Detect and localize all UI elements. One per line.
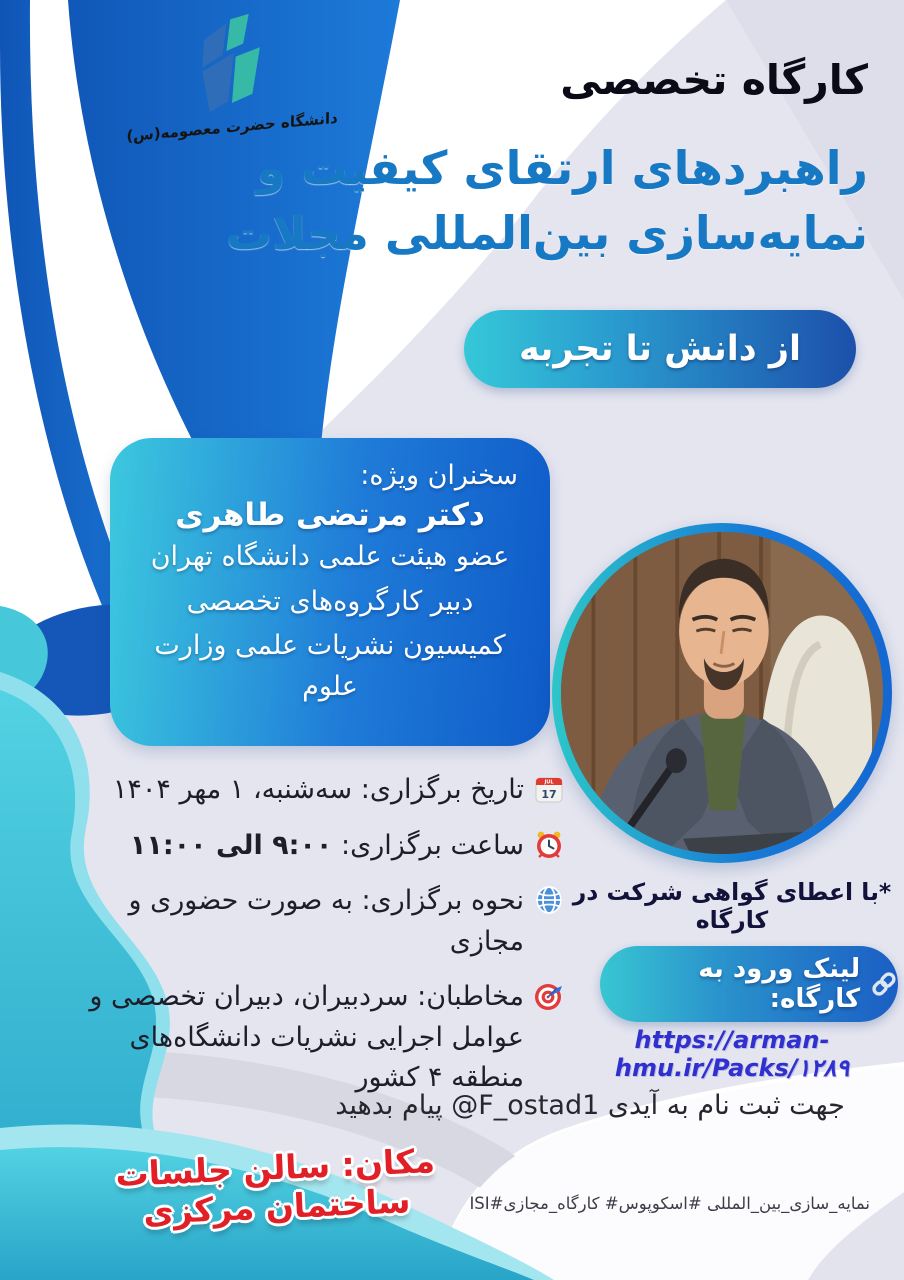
university-logo-icon — [176, 12, 288, 116]
detail-format — [52, 881, 564, 962]
workshop-link-label: لینک ورود به کارگاه: — [698, 954, 861, 1014]
speaker-affiliation-3: کمیسیون نشریات علمی وزارت علوم — [154, 630, 506, 702]
certificate-note: *با اعطای گواهی شرکت در کارگاه — [572, 878, 892, 934]
workshop-link-pill[interactable] — [600, 946, 898, 1022]
speaker-affiliation-1: عضو هیئت علمی دانشگاه تهران — [150, 541, 510, 572]
hashtags: نمایه_سازی_بین_المللی #اسکوپوس# کارگاه_مجازی#ISI — [469, 1194, 870, 1213]
tagline-pill — [464, 310, 856, 388]
link-icon — [870, 970, 898, 998]
audience-value: سردبیران، دبیران تخصصی و عوامل اجرایی نشریات دانشگاه‌های منطقه ۴ کشور — [89, 981, 524, 1093]
date-label: تاریخ برگزاری: — [360, 774, 524, 805]
workshop-url[interactable]: https://arman-hmu.ir/Packs/۱۲۸۹ — [614, 1026, 850, 1082]
poster-title-line2: نمایه‌سازی بین‌المللی مجلات — [226, 206, 868, 261]
poster-title — [226, 136, 868, 267]
speaker-photo-ring — [552, 523, 892, 863]
time-value: ۹:۰۰ الی ۱۱:۰۰ — [129, 829, 333, 861]
alarm-clock-icon — [534, 830, 564, 860]
registration-note: جهت ثبت نام به آیدی ‎@F_ostad1‎ پیام بدهید — [335, 1090, 845, 1121]
detail-audience — [52, 977, 564, 1099]
university-name: دانشگاه حضرت معصومه(س) — [126, 108, 338, 146]
format-label: نحوه برگزاری: — [361, 885, 524, 916]
poster-kicker: کارگاه تخصصی — [560, 56, 868, 104]
svg-text:JUL: JUL — [544, 779, 554, 786]
tagline-text: از دانش تا تجربه — [518, 329, 802, 369]
detail-time — [52, 826, 564, 867]
location-note: مکان: سالن جلسات ساختمان مرکزی — [114, 1141, 436, 1232]
audience-label: مخاطبان: — [417, 981, 524, 1012]
target-icon — [534, 981, 564, 1011]
poster-title-line1: راهبردهای ارتقای کیفیت و — [256, 141, 868, 195]
speaker-photo — [561, 532, 883, 854]
event-details — [52, 770, 564, 1099]
speaker-name: دکتر مرتضی طاهری — [175, 497, 485, 533]
date-value: سه‌شنبه، ۱ مهر ۱۴۰۴ — [112, 774, 353, 805]
svg-text:17: 17 — [541, 788, 557, 801]
speaker-card — [110, 438, 550, 746]
format-value: به صورت حضوری و مجازی — [128, 885, 524, 957]
detail-date — [52, 770, 564, 811]
speaker-affiliation-2: دبیر کارگروه‌های تخصصی — [186, 585, 474, 617]
calendar-icon — [534, 774, 564, 804]
speaker-intro: سخنران ویژه: — [360, 460, 518, 491]
time-label: ساعت برگزاری: — [341, 829, 524, 861]
speaker-photo-illustration — [561, 532, 883, 854]
